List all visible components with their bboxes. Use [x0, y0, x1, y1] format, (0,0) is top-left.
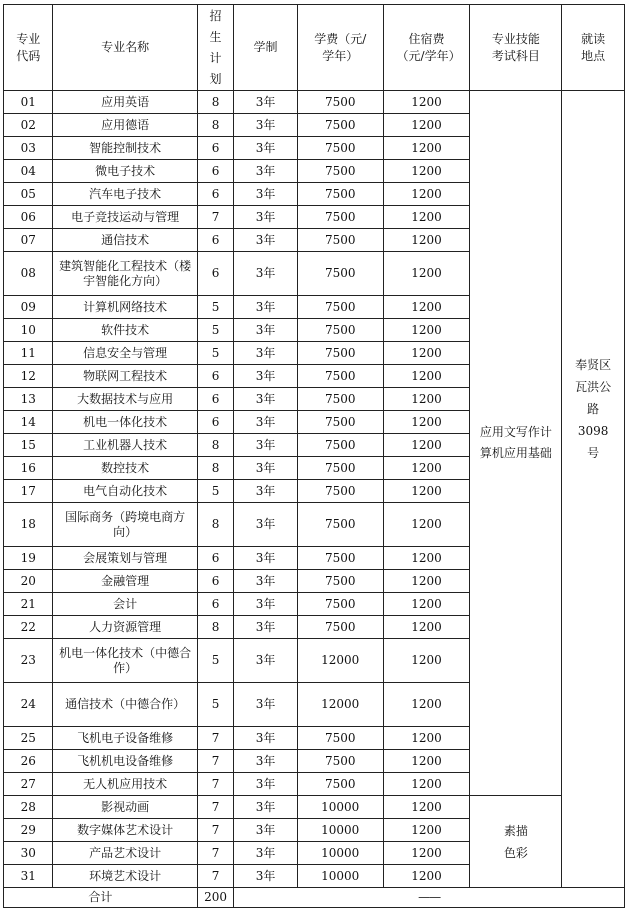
cell-code: 23 — [4, 639, 53, 683]
cell-name: 飞机机电设备维修 — [53, 750, 197, 773]
cell-name: 机电一体化技术 — [53, 411, 197, 434]
cell-fee: 7500 — [297, 319, 383, 342]
cell-fee: 7500 — [297, 616, 383, 639]
cell-years: 3年 — [234, 296, 298, 319]
exam-subjects-group-1 — [470, 91, 562, 796]
cell-code: 31 — [4, 865, 53, 888]
cell-fee: 7500 — [297, 750, 383, 773]
cell-plan: 5 — [197, 296, 233, 319]
table-row — [4, 796, 625, 819]
cell-code: 02 — [4, 114, 53, 137]
cell-fee: 12000 — [297, 639, 383, 683]
cell-name: 通信技术 — [53, 229, 197, 252]
cell-plan: 5 — [197, 683, 233, 727]
exam-subjects-text: 素描色彩 — [503, 823, 528, 860]
cell-dorm: 1200 — [383, 229, 470, 252]
cell-name: 飞机电子设备维修 — [53, 727, 197, 750]
cell-years: 3年 — [234, 365, 298, 388]
total-plan: 200 — [197, 888, 233, 908]
cell-dorm: 1200 — [383, 434, 470, 457]
exam-subjects-group-2 — [470, 796, 562, 888]
cell-years: 3年 — [234, 137, 298, 160]
cell-fee: 7500 — [297, 160, 383, 183]
cell-plan: 5 — [197, 480, 233, 503]
cell-dorm: 1200 — [383, 457, 470, 480]
cell-years: 3年 — [234, 773, 298, 796]
cell-dorm: 1200 — [383, 683, 470, 727]
cell-fee: 7500 — [297, 137, 383, 160]
cell-dorm: 1200 — [383, 411, 470, 434]
cell-fee: 7500 — [297, 547, 383, 570]
cell-years: 3年 — [234, 252, 298, 296]
cell-plan: 8 — [197, 114, 233, 137]
cell-years: 3年 — [234, 639, 298, 683]
cell-years: 3年 — [234, 160, 298, 183]
cell-fee: 7500 — [297, 91, 383, 114]
cell-fee: 7500 — [297, 411, 383, 434]
cell-code: 16 — [4, 457, 53, 480]
cell-dorm: 1200 — [383, 183, 470, 206]
cell-name: 数控技术 — [53, 457, 197, 480]
cell-dorm: 1200 — [383, 750, 470, 773]
cell-plan: 7 — [197, 796, 233, 819]
cell-dorm: 1200 — [383, 252, 470, 296]
cell-years: 3年 — [234, 865, 298, 888]
cell-name: 国际商务（跨境电商方向） — [53, 503, 197, 547]
cell-name: 软件技术 — [53, 319, 197, 342]
cell-dorm: 1200 — [383, 547, 470, 570]
cell-fee: 12000 — [297, 683, 383, 727]
cell-name: 信息安全与管理 — [53, 342, 197, 365]
cell-years: 3年 — [234, 229, 298, 252]
cell-fee: 10000 — [297, 819, 383, 842]
cell-code: 13 — [4, 388, 53, 411]
cell-name: 通信技术（中德合作） — [53, 683, 197, 727]
cell-name: 计算机网络技术 — [53, 296, 197, 319]
cell-years: 3年 — [234, 570, 298, 593]
cell-plan: 7 — [197, 206, 233, 229]
cell-fee: 7500 — [297, 570, 383, 593]
cell-fee: 7500 — [297, 229, 383, 252]
cell-fee: 7500 — [297, 296, 383, 319]
cell-dorm: 1200 — [383, 570, 470, 593]
cell-dorm: 1200 — [383, 319, 470, 342]
cell-plan: 7 — [197, 842, 233, 865]
cell-code: 09 — [4, 296, 53, 319]
cell-years: 3年 — [234, 683, 298, 727]
cell-code: 05 — [4, 183, 53, 206]
cell-dorm: 1200 — [383, 137, 470, 160]
cell-code: 01 — [4, 91, 53, 114]
cell-code: 30 — [4, 842, 53, 865]
cell-name: 汽车电子技术 — [53, 183, 197, 206]
cell-plan: 8 — [197, 616, 233, 639]
cell-plan: 6 — [197, 137, 233, 160]
cell-code: 11 — [4, 342, 53, 365]
cell-code: 12 — [4, 365, 53, 388]
cell-dorm: 1200 — [383, 206, 470, 229]
cell-dorm: 1200 — [383, 727, 470, 750]
cell-plan: 8 — [197, 457, 233, 480]
cell-years: 3年 — [234, 91, 298, 114]
cell-fee: 7500 — [297, 252, 383, 296]
cell-years: 3年 — [234, 206, 298, 229]
cell-code: 07 — [4, 229, 53, 252]
cell-dorm: 1200 — [383, 91, 470, 114]
cell-plan: 5 — [197, 639, 233, 683]
cell-code: 15 — [4, 434, 53, 457]
cell-dorm: 1200 — [383, 388, 470, 411]
cell-name: 产品艺术设计 — [53, 842, 197, 865]
cell-plan: 6 — [197, 183, 233, 206]
cell-code: 22 — [4, 616, 53, 639]
study-location — [562, 91, 625, 888]
cell-plan: 5 — [197, 342, 233, 365]
cell-plan: 7 — [197, 819, 233, 842]
cell-dorm: 1200 — [383, 503, 470, 547]
cell-fee: 7500 — [297, 342, 383, 365]
cell-code: 08 — [4, 252, 53, 296]
cell-years: 3年 — [234, 342, 298, 365]
cell-plan: 6 — [197, 229, 233, 252]
cell-plan: 7 — [197, 773, 233, 796]
header-row — [4, 5, 625, 91]
cell-code: 26 — [4, 750, 53, 773]
cell-fee: 7500 — [297, 388, 383, 411]
cell-code: 21 — [4, 593, 53, 616]
cell-name: 智能控制技术 — [53, 137, 197, 160]
cell-dorm: 1200 — [383, 160, 470, 183]
cell-years: 3年 — [234, 388, 298, 411]
cell-code: 19 — [4, 547, 53, 570]
cell-years: 3年 — [234, 480, 298, 503]
cell-plan: 5 — [197, 319, 233, 342]
cell-name: 会计 — [53, 593, 197, 616]
cell-plan: 6 — [197, 570, 233, 593]
cell-years: 3年 — [234, 796, 298, 819]
cell-fee: 7500 — [297, 727, 383, 750]
cell-name: 人力资源管理 — [53, 616, 197, 639]
cell-fee: 7500 — [297, 365, 383, 388]
cell-years: 3年 — [234, 411, 298, 434]
cell-plan: 6 — [197, 365, 233, 388]
cell-dorm: 1200 — [383, 639, 470, 683]
cell-dorm: 1200 — [383, 796, 470, 819]
cell-code: 18 — [4, 503, 53, 547]
cell-name: 环境艺术设计 — [53, 865, 197, 888]
cell-code: 04 — [4, 160, 53, 183]
cell-fee: 10000 — [297, 842, 383, 865]
cell-years: 3年 — [234, 457, 298, 480]
cell-name: 机电一体化技术（中德合作） — [53, 639, 197, 683]
cell-name: 建筑智能化工程技术（楼宇智能化方向） — [53, 252, 197, 296]
location-text: 奉贤区瓦洪公路3098号 — [575, 358, 612, 460]
enrollment-table — [3, 4, 625, 908]
cell-dorm: 1200 — [383, 842, 470, 865]
cell-years: 3年 — [234, 319, 298, 342]
cell-dorm: 1200 — [383, 296, 470, 319]
cell-years: 3年 — [234, 183, 298, 206]
cell-plan: 7 — [197, 865, 233, 888]
cell-plan: 7 — [197, 727, 233, 750]
header-plan: 招生计划 — [197, 5, 233, 91]
cell-name: 金融管理 — [53, 570, 197, 593]
cell-code: 14 — [4, 411, 53, 434]
cell-code: 10 — [4, 319, 53, 342]
cell-name: 电气自动化技术 — [53, 480, 197, 503]
cell-fee: 7500 — [297, 480, 383, 503]
cell-name: 应用德语 — [53, 114, 197, 137]
cell-dorm: 1200 — [383, 365, 470, 388]
cell-dorm: 1200 — [383, 593, 470, 616]
cell-dorm: 1200 — [383, 819, 470, 842]
cell-dorm: 1200 — [383, 342, 470, 365]
cell-name: 数字媒体艺术设计 — [53, 819, 197, 842]
cell-name: 微电子技术 — [53, 160, 197, 183]
exam-subjects-text: 应用文写作计算机应用基础 — [479, 425, 552, 460]
cell-name: 影视动画 — [53, 796, 197, 819]
cell-code: 24 — [4, 683, 53, 727]
cell-plan: 6 — [197, 547, 233, 570]
cell-name: 应用英语 — [53, 91, 197, 114]
cell-name: 大数据技术与应用 — [53, 388, 197, 411]
cell-plan: 6 — [197, 252, 233, 296]
cell-fee: 7500 — [297, 206, 383, 229]
cell-years: 3年 — [234, 114, 298, 137]
cell-fee: 10000 — [297, 865, 383, 888]
header-code: 专业代码 — [4, 5, 53, 91]
cell-fee: 7500 — [297, 773, 383, 796]
cell-dorm: 1200 — [383, 773, 470, 796]
cell-years: 3年 — [234, 503, 298, 547]
total-row — [4, 888, 625, 908]
header-location: 就读地点 — [562, 5, 625, 91]
cell-plan: 6 — [197, 411, 233, 434]
cell-name: 会展策划与管理 — [53, 547, 197, 570]
cell-code: 20 — [4, 570, 53, 593]
cell-fee: 7500 — [297, 114, 383, 137]
cell-name: 工业机器人技术 — [53, 434, 197, 457]
table-body — [4, 91, 625, 888]
cell-dorm: 1200 — [383, 480, 470, 503]
cell-code: 06 — [4, 206, 53, 229]
cell-name: 无人机应用技术 — [53, 773, 197, 796]
cell-name: 电子竞技运动与管理 — [53, 206, 197, 229]
cell-fee: 7500 — [297, 593, 383, 616]
table-row — [4, 91, 625, 114]
cell-years: 3年 — [234, 727, 298, 750]
cell-dorm: 1200 — [383, 865, 470, 888]
header-name: 专业名称 — [53, 5, 197, 91]
cell-code: 17 — [4, 480, 53, 503]
cell-code: 27 — [4, 773, 53, 796]
cell-fee: 10000 — [297, 796, 383, 819]
cell-fee: 7500 — [297, 503, 383, 547]
cell-plan: 8 — [197, 503, 233, 547]
total-dash: —— — [234, 888, 625, 908]
cell-years: 3年 — [234, 842, 298, 865]
cell-code: 25 — [4, 727, 53, 750]
cell-plan: 7 — [197, 750, 233, 773]
cell-plan: 6 — [197, 593, 233, 616]
cell-fee: 7500 — [297, 457, 383, 480]
cell-dorm: 1200 — [383, 114, 470, 137]
cell-years: 3年 — [234, 819, 298, 842]
cell-code: 29 — [4, 819, 53, 842]
cell-years: 3年 — [234, 616, 298, 639]
cell-dorm: 1200 — [383, 616, 470, 639]
total-label: 合计 — [4, 888, 198, 908]
cell-years: 3年 — [234, 434, 298, 457]
cell-plan: 8 — [197, 91, 233, 114]
cell-plan: 6 — [197, 160, 233, 183]
cell-fee: 7500 — [297, 183, 383, 206]
cell-fee: 7500 — [297, 434, 383, 457]
cell-years: 3年 — [234, 750, 298, 773]
cell-years: 3年 — [234, 547, 298, 570]
cell-code: 28 — [4, 796, 53, 819]
cell-plan: 6 — [197, 388, 233, 411]
cell-name: 物联网工程技术 — [53, 365, 197, 388]
cell-years: 3年 — [234, 593, 298, 616]
header-years: 学制 — [234, 5, 298, 91]
cell-code: 03 — [4, 137, 53, 160]
header-dorm: 住宿费（元/学年） — [383, 5, 470, 91]
header-exam: 专业技能考试科目 — [470, 5, 562, 91]
cell-plan: 8 — [197, 434, 233, 457]
header-fee: 学费（元/学年） — [297, 5, 383, 91]
